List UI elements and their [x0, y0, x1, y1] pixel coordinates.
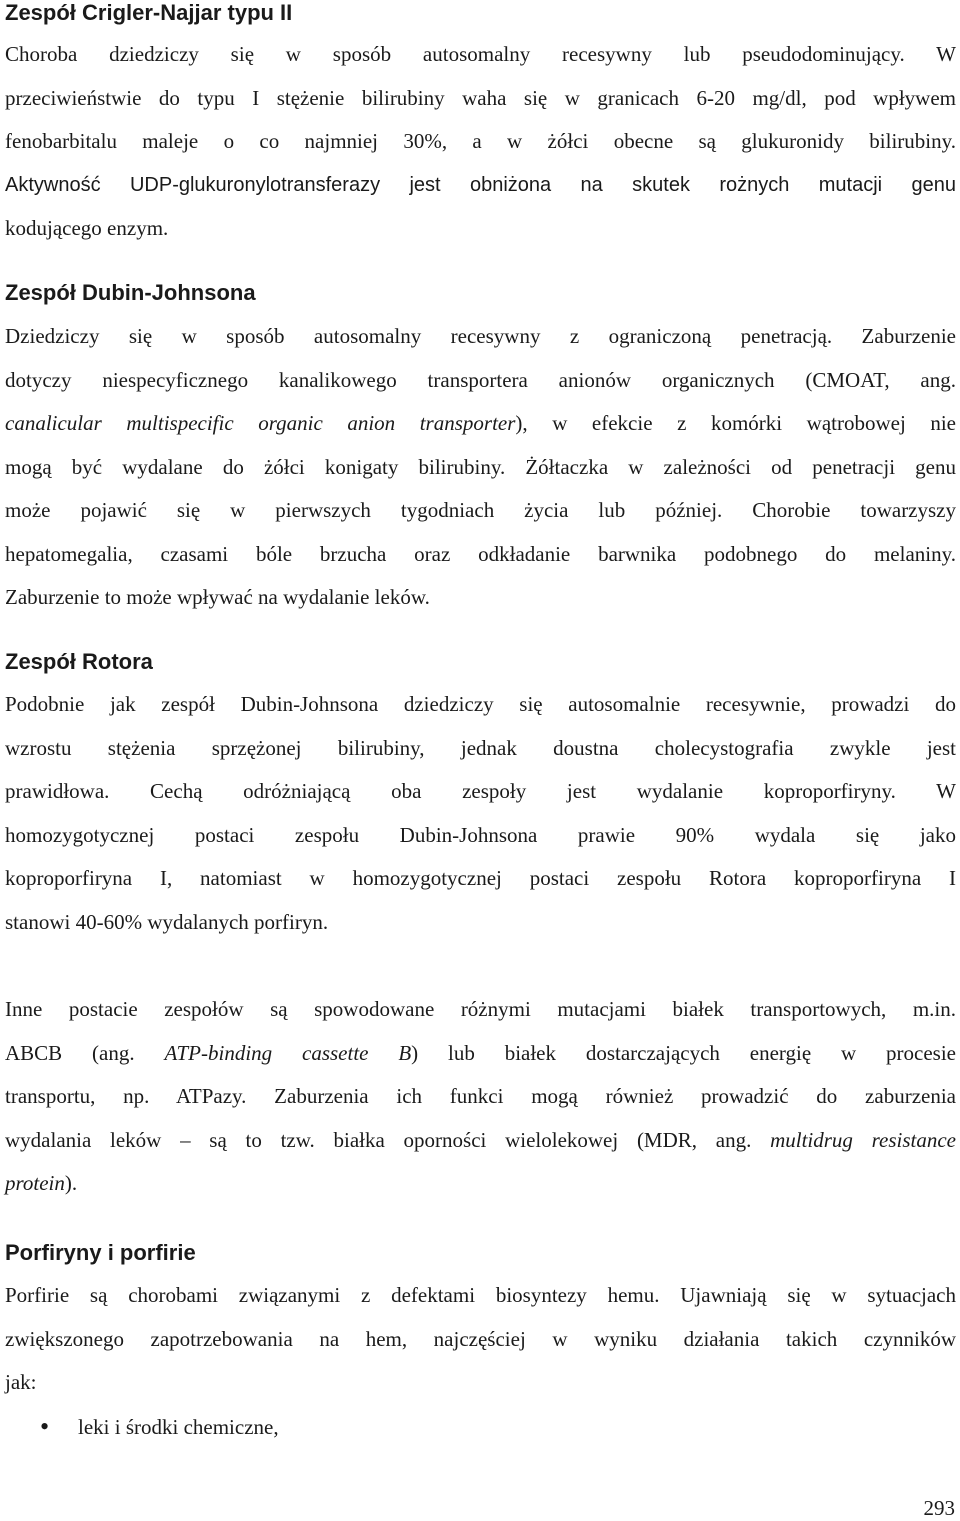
- italic-term: multidrug resistance: [770, 1127, 956, 1152]
- paragraph-dubin-johnson: [5, 315, 956, 620]
- paragraph-rotor: [5, 683, 956, 944]
- text-line: kodującego enzym.: [5, 216, 169, 240]
- text-line: Choroba dziedziczy się w sposób autosomalny recesywny lub pseudodominujący. W: [5, 42, 956, 66]
- text-line: Aktywność UDP-glukuronylotransferazy jest obniżona na skutek rożnych mutacji genu: [5, 173, 956, 196]
- text-line: zwiększonego zapotrzebowania na hem, najczęściej w wyniku działania takich czynników: [5, 1326, 956, 1351]
- text-line: koproporfiryna I, natomiast w homozygotycznej postaci zespołu Rotora koproporfiryna I: [5, 866, 956, 890]
- text-line: dotyczy niespecyficznego kanalikowego transportera anionów organicznych (CMOAT, ang.: [5, 367, 956, 392]
- heading-dubin-johnson: Zespół Dubin-Johnsona: [5, 280, 256, 305]
- page-number: 293: [923, 1496, 955, 1520]
- heading-porphyrins: Porfiryny i porfirie: [5, 1240, 196, 1265]
- text-line: protein).: [5, 1171, 78, 1195]
- italic-term: protein: [5, 1171, 65, 1195]
- text-line: może pojawić się w pierwszych tygodniach życia lub później. Chorobie towarzyszy: [5, 498, 956, 522]
- text-line: Dziedziczy się w sposób autosomalny recesywny z ograniczoną penetracją. Zaburzenie: [5, 324, 956, 348]
- text-line: wzrostu stężenia sprzężonej bilirubiny, jednak doustna cholecystografia zwykle jest: [5, 735, 956, 760]
- text-line: homozygotycznej postaci zespołu Dubin-Johnsona prawie 90% wydala się jako: [5, 822, 956, 847]
- bullet-icon: •: [40, 1412, 50, 1441]
- paragraph-porphyrias: [5, 1274, 956, 1405]
- text-line: ABCB (ang. ATP-binding cassette B) lub białek dostarczających energię w procesie: [5, 1040, 957, 1065]
- paragraph-crigler-najjar: [5, 33, 956, 251]
- text-line: jak:: [5, 1370, 37, 1394]
- italic-term: ATP-binding cassette B: [164, 1040, 412, 1065]
- heading-crigler-najjar: Zespół Crigler-Najjar typu II: [5, 0, 293, 25]
- italic-term: canalicular multispecific organic anion transporter: [5, 411, 516, 435]
- heading-rotor: Zespół Rotora: [5, 649, 153, 674]
- text-line: Podobnie jak zespół Dubin-Johnsona dziedziczy się autosomalnie recesywnie, prowadzi do: [5, 692, 956, 716]
- text-line: canalicular multispecific organic anion transporter), w efekcie z komórki wątrobowej nie: [5, 411, 957, 435]
- text-line: Zaburzenie to może wpływać na wydalanie leków.: [5, 585, 430, 609]
- paragraph-other-forms: [5, 988, 956, 1206]
- text-line: transportu, np. ATPazy. Zaburzenia ich funkci mogą również prowadzić do zaburzenia: [5, 1084, 956, 1108]
- text-line: hepatomegalia, czasami bóle brzucha oraz odkładanie barwnika podobnego do melaniny.: [5, 541, 956, 566]
- text-line: Porfirie są chorobami związanymi z defektami biosyntezy hemu. Ujawniają się w sytuacjach: [5, 1283, 956, 1307]
- text-line: prawidłowa. Cechą odróżniającą oba zespoły jest wydalanie koproporfiryny. W: [5, 779, 956, 803]
- text-line: Inne postacie zespołów są spowodowane różnymi mutacjami białek transportowych, m.in.: [5, 997, 956, 1021]
- text-line: mogą być wydalane do żółci konigaty bilirubiny. Żółtaczka w zależności od penetracji genu: [5, 454, 956, 479]
- list-item-text: leki i środki chemiczne,: [78, 1415, 279, 1439]
- text-line: wydalania leków – są to tzw. białka oporności wielolekowej (MDR, ang. multidrug resistance: [5, 1127, 956, 1152]
- text-line: przeciwieństwie do typu I stężenie bilirubiny waha się w granicach 6-20 mg/dl, pod wpływem: [5, 85, 956, 110]
- text-line: stanowi 40-60% wydalanych porfiryn.: [5, 909, 329, 934]
- text-line: fenobarbitalu maleje o co najmniej 30%, a w żółci obecne są glukuronidy bilirubiny.: [5, 129, 956, 153]
